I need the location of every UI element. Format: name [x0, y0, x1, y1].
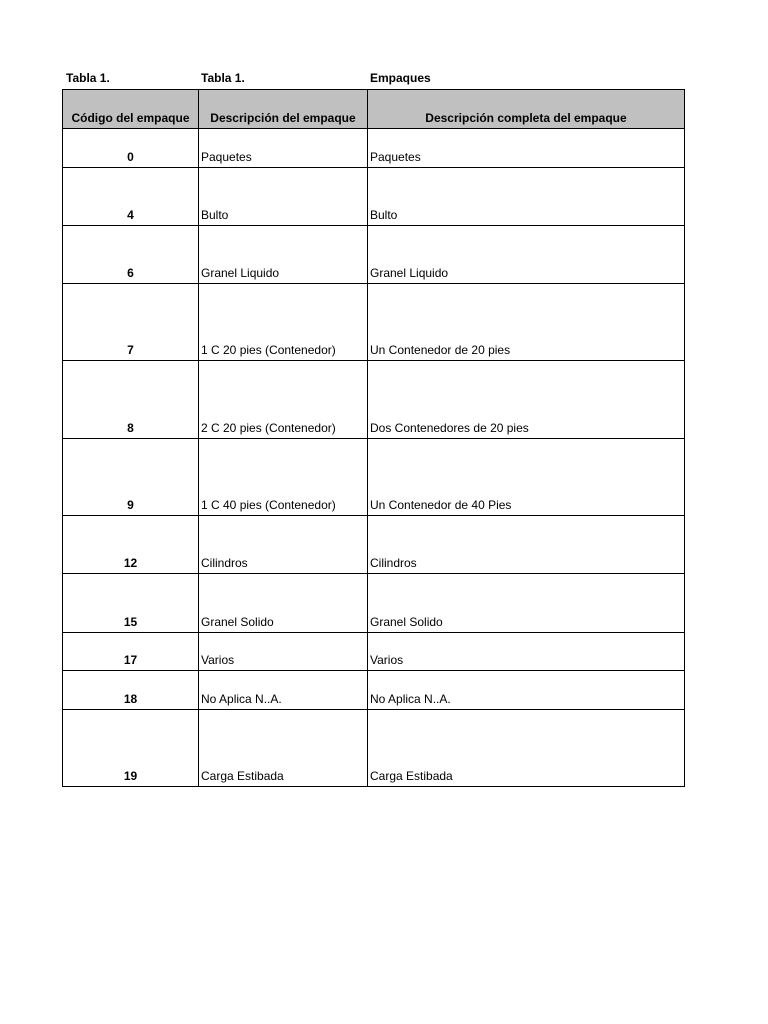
header-full-description: Descripción completa del empaque [368, 90, 685, 129]
cell-description: 1 C 40 pies (Contenedor) [199, 439, 368, 516]
table-row [63, 516, 685, 574]
table-caption-label: Tabla 1. [66, 71, 110, 85]
table-row [63, 671, 685, 710]
header-code: Código del empaque [63, 90, 199, 129]
table-row [63, 129, 685, 168]
table-row [63, 710, 685, 787]
cell-code: 8 [63, 361, 199, 439]
packaging-codes-table [62, 89, 685, 787]
cell-code: 15 [63, 574, 199, 633]
cell-code: 12 [63, 516, 199, 574]
cell-code: 9 [63, 439, 199, 516]
cell-code: 7 [63, 284, 199, 361]
table-row [63, 439, 685, 516]
table-row [63, 633, 685, 671]
cell-description: No Aplica N..A. [199, 671, 368, 710]
cell-full-description: Paquetes [368, 129, 685, 168]
table-row [63, 168, 685, 226]
cell-description: Granel Solido [199, 574, 368, 633]
table-header-row [63, 90, 685, 129]
cell-code: 19 [63, 710, 199, 787]
table-row [63, 226, 685, 284]
cell-full-description: No Aplica N..A. [368, 671, 685, 710]
cell-full-description: Granel Liquido [368, 226, 685, 284]
cell-description: Bulto [199, 168, 368, 226]
cell-description: 2 C 20 pies (Contenedor) [199, 361, 368, 439]
cell-description: Carga Estibada [199, 710, 368, 787]
cell-code: 4 [63, 168, 199, 226]
table-row [63, 574, 685, 633]
table-row [63, 284, 685, 361]
cell-description: Granel Liquido [199, 226, 368, 284]
cell-full-description: Dos Contenedores de 20 pies [368, 361, 685, 439]
table-caption-label-secondary: Tabla 1. [201, 71, 245, 85]
cell-description: Paquetes [199, 129, 368, 168]
header-description: Descripción del empaque [199, 90, 368, 129]
cell-full-description: Un Contenedor de 20 pies [368, 284, 685, 361]
cell-code: 17 [63, 633, 199, 671]
cell-full-description: Granel Solido [368, 574, 685, 633]
cell-code: 0 [63, 129, 199, 168]
cell-code: 6 [63, 226, 199, 284]
cell-description: Varios [199, 633, 368, 671]
table-row [63, 361, 685, 439]
cell-code: 18 [63, 671, 199, 710]
cell-full-description: Carga Estibada [368, 710, 685, 787]
cell-description: Cilindros [199, 516, 368, 574]
table-caption-title: Empaques [370, 71, 431, 85]
cell-full-description: Cilindros [368, 516, 685, 574]
cell-full-description: Un Contenedor de 40 Pies [368, 439, 685, 516]
cell-description: 1 C 20 pies (Contenedor) [199, 284, 368, 361]
cell-full-description: Varios [368, 633, 685, 671]
cell-full-description: Bulto [368, 168, 685, 226]
